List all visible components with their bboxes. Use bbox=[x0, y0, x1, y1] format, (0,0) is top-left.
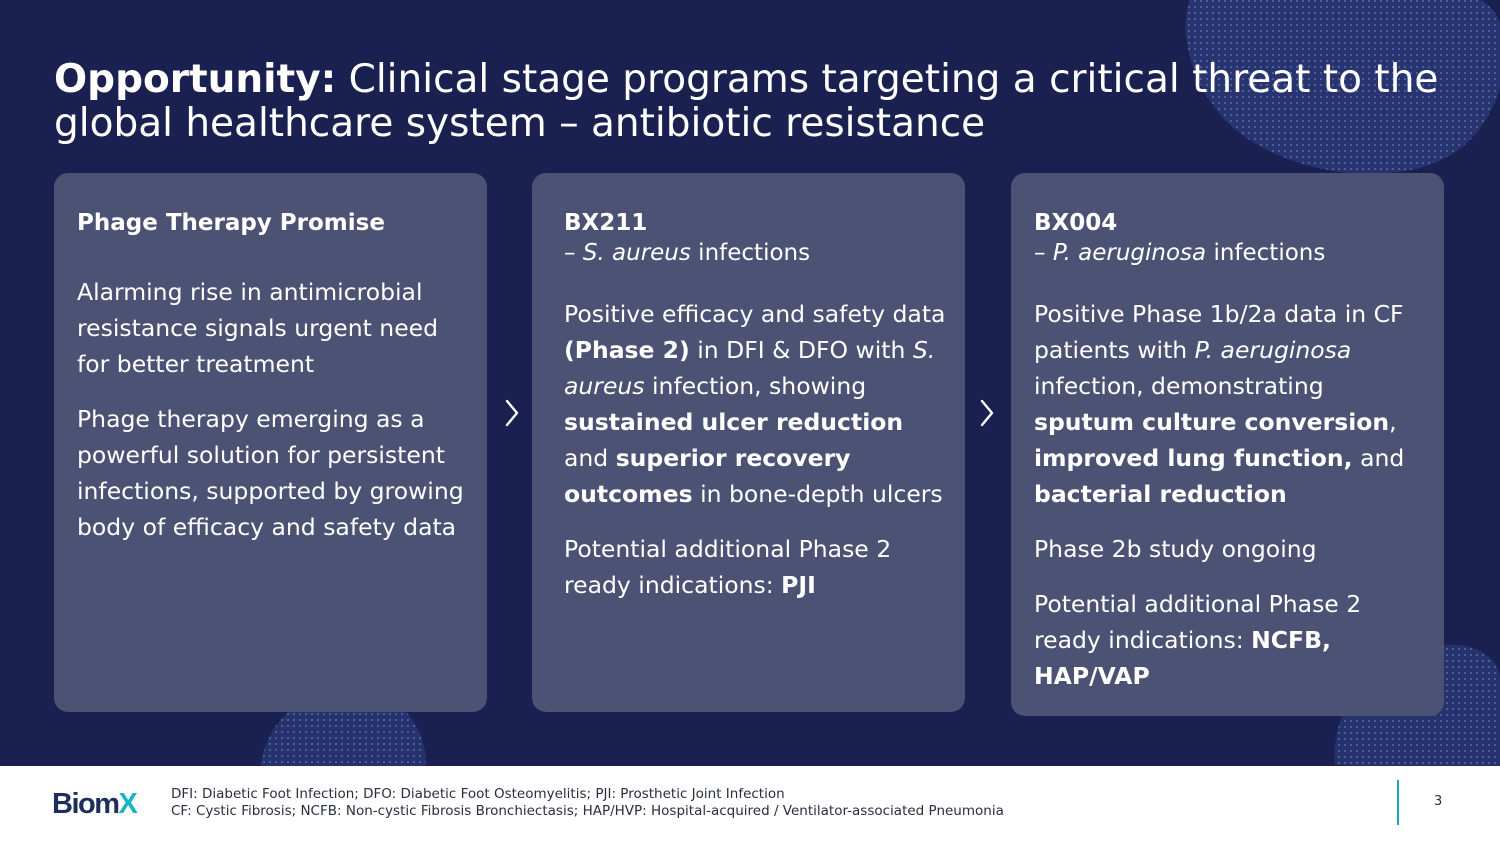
card-heading: Phage Therapy Promise bbox=[77, 210, 385, 236]
card-subheading: – P. aeruginosa infections bbox=[1034, 240, 1326, 266]
card-paragraph: Potential additional Phase 2 ready indications: NCFB, HAP/VAP bbox=[1034, 590, 1362, 690]
card-paragraph: Positive Phase 1b/2a data in CF patients with P. aeruginosa infection, demonstrating sputum culture conversion, improved lung function, and bacterial reduction bbox=[1034, 300, 1405, 508]
footnote-line: DFI: Diabetic Foot Infection; DFO: Diabetic Foot Osteomyelitis; PJI: Prosthetic Joint Infection bbox=[171, 786, 785, 802]
footer-divider bbox=[1397, 780, 1399, 825]
biomx-logo: BiomX bbox=[52, 788, 137, 820]
card-bx004 bbox=[1011, 173, 1444, 716]
card-phage-therapy-promise bbox=[54, 173, 487, 712]
footnotes bbox=[171, 786, 1004, 820]
slide-title bbox=[54, 58, 1454, 146]
chevron-right-icon bbox=[975, 395, 999, 431]
card-bx211 bbox=[532, 173, 965, 712]
card-paragraph: Positive efficacy and safety data (Phase 2) in DFI & DFO with S. aureus infection, showing sustained ulcer reduction and superior recovery outcomes in bone-depth ulcers bbox=[564, 300, 946, 508]
card-paragraph: Alarming rise in antimicrobial resistance signals urgent need for better treatment bbox=[77, 278, 439, 378]
card-heading: BX211 bbox=[564, 210, 648, 236]
title-rest: Clinical stage programs targeting a critical threat to the global healthcare system – antibiotic resistance bbox=[54, 57, 1439, 146]
card-subheading: – S. aureus infections bbox=[564, 240, 811, 266]
page-number: 3 bbox=[1434, 794, 1443, 809]
card-heading: BX004 bbox=[1034, 210, 1118, 236]
card-paragraph: Phase 2b study ongoing bbox=[1034, 535, 1317, 563]
chevron-right-icon bbox=[500, 395, 524, 431]
footer bbox=[0, 766, 1500, 843]
card-paragraph: Phage therapy emerging as a powerful solution for persistent infections, supported by growing body of efficacy and safety data bbox=[77, 405, 464, 541]
footnote-line: CF: Cystic Fibrosis; NCFB: Non-cystic Fibrosis Bronchiectasis; HAP/HVP: Hospital-acquired / Ventilator-associated Pneumonia bbox=[171, 803, 1004, 819]
card-paragraph: Potential additional Phase 2 ready indications: PJI bbox=[564, 535, 892, 599]
title-bold: Opportunity: bbox=[54, 57, 337, 102]
